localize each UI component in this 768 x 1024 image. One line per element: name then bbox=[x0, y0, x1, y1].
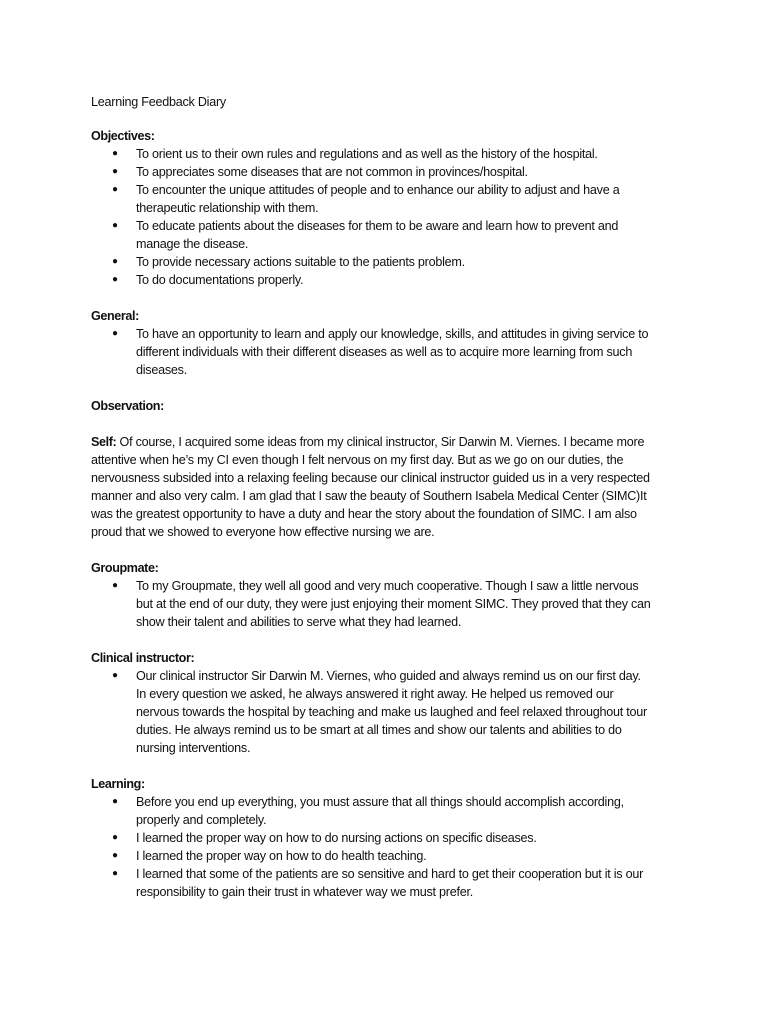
list-item bbox=[91, 829, 651, 847]
list-item bbox=[91, 271, 651, 289]
list-item-text: To do documentations properly. bbox=[136, 273, 304, 287]
list-item-text: To orient us to their own rules and regulations and as well as the history of the hospital. bbox=[136, 147, 598, 161]
list-item bbox=[91, 145, 651, 163]
bullet-icon: ● bbox=[112, 274, 118, 285]
document-body bbox=[91, 93, 651, 901]
list-item bbox=[91, 325, 651, 379]
bullet-icon: ● bbox=[112, 166, 118, 177]
observation-heading: Observation: bbox=[91, 399, 164, 413]
bullet-icon: ● bbox=[112, 832, 118, 843]
groupmate-heading: Groupmate: bbox=[91, 561, 159, 575]
list-item bbox=[91, 847, 651, 865]
list-item-text: Before you end up everything, you must assure that all things should accomplish according, properly and completely. bbox=[136, 795, 624, 827]
bullet-icon: ● bbox=[112, 796, 118, 807]
bullet-icon: ● bbox=[112, 868, 118, 879]
bullet-icon: ● bbox=[112, 670, 118, 681]
bullet-icon: ● bbox=[112, 256, 118, 267]
list-item bbox=[91, 181, 651, 217]
list-item bbox=[91, 793, 651, 829]
bullet-icon: ● bbox=[112, 148, 118, 159]
list-item bbox=[91, 163, 651, 181]
self-label: Self: bbox=[91, 435, 117, 449]
clinical-instructor-list bbox=[91, 667, 651, 757]
list-item bbox=[91, 253, 651, 271]
list-item bbox=[91, 217, 651, 253]
list-item-text: To have an opportunity to learn and apply our knowledge, skills, and attitudes in giving service to different individuals with their different diseases as well as to acquire more learning from such diseases. bbox=[136, 327, 649, 377]
self-text: Of course, I acquired some ideas from my clinical instructor, Sir Darwin M. Viernes. I became more attentive when he’s my CI even though I felt nervous on my first day. But as we go on our duties, the nervousness subsided into a relaxing feeling because our clinical instructor guided us in a very respected manner and also very calm. I am glad that I saw the beauty of Southern Isabela Medical Center (SIMC)It was the greatest opportunity to have a duty and hear the story about the foundation of SIMC. I am also proud that we showed to everyone how effective nursing we are. bbox=[91, 435, 650, 539]
general-list bbox=[91, 325, 651, 379]
general-heading: General: bbox=[91, 309, 139, 323]
document-title: Learning Feedback Diary bbox=[91, 95, 226, 109]
list-item bbox=[91, 577, 651, 631]
clinical-instructor-heading: Clinical instructor: bbox=[91, 651, 195, 665]
list-item-text: To my Groupmate, they well all good and very much cooperative. Though I saw a little nervous but at the end of our duty, they were just enjoying their moment SIMC. They proved that they can show their talent and abilities to serve what they had learned. bbox=[136, 579, 651, 629]
list-item-text: To appreciates some diseases that are not common in provinces/hospital. bbox=[136, 165, 528, 179]
list-item bbox=[91, 667, 651, 757]
list-item-text: To provide necessary actions suitable to the patients problem. bbox=[136, 255, 465, 269]
groupmate-list bbox=[91, 577, 651, 631]
list-item-text: I learned the proper way on how to do nursing actions on specific diseases. bbox=[136, 831, 537, 845]
learning-heading: Learning: bbox=[91, 777, 145, 791]
bullet-icon: ● bbox=[112, 328, 118, 339]
list-item-text: I learned that some of the patients are so sensitive and hard to get their cooperation but it is our responsibility to gain their trust in whatever way we must prefer. bbox=[136, 867, 644, 899]
list-item-text: Our clinical instructor Sir Darwin M. Viernes, who guided and always remind us on our first day. In every question we asked, he always answered it right away. He helped us removed our nervous towards the hospital by teaching and make us laughed and feel relaxed throughout tour duties. He always remind us to be smart at all times and show our talents and abilities to do nursing interventions. bbox=[136, 669, 647, 755]
bullet-icon: ● bbox=[112, 220, 118, 231]
bullet-icon: ● bbox=[112, 580, 118, 591]
learning-list bbox=[91, 793, 651, 901]
objectives-list bbox=[91, 145, 651, 289]
objectives-heading: Objectives: bbox=[91, 129, 155, 143]
bullet-icon: ● bbox=[112, 184, 118, 195]
list-item-text: To educate patients about the diseases for them to be aware and learn how to prevent and manage the disease. bbox=[136, 219, 619, 251]
list-item-text: To encounter the unique attitudes of people and to enhance our ability to adjust and have a therapeutic relationship with them. bbox=[136, 183, 620, 215]
bullet-icon: ● bbox=[112, 850, 118, 861]
list-item-text: I learned the proper way on how to do health teaching. bbox=[136, 849, 427, 863]
list-item bbox=[91, 865, 651, 901]
self-paragraph bbox=[91, 433, 651, 541]
